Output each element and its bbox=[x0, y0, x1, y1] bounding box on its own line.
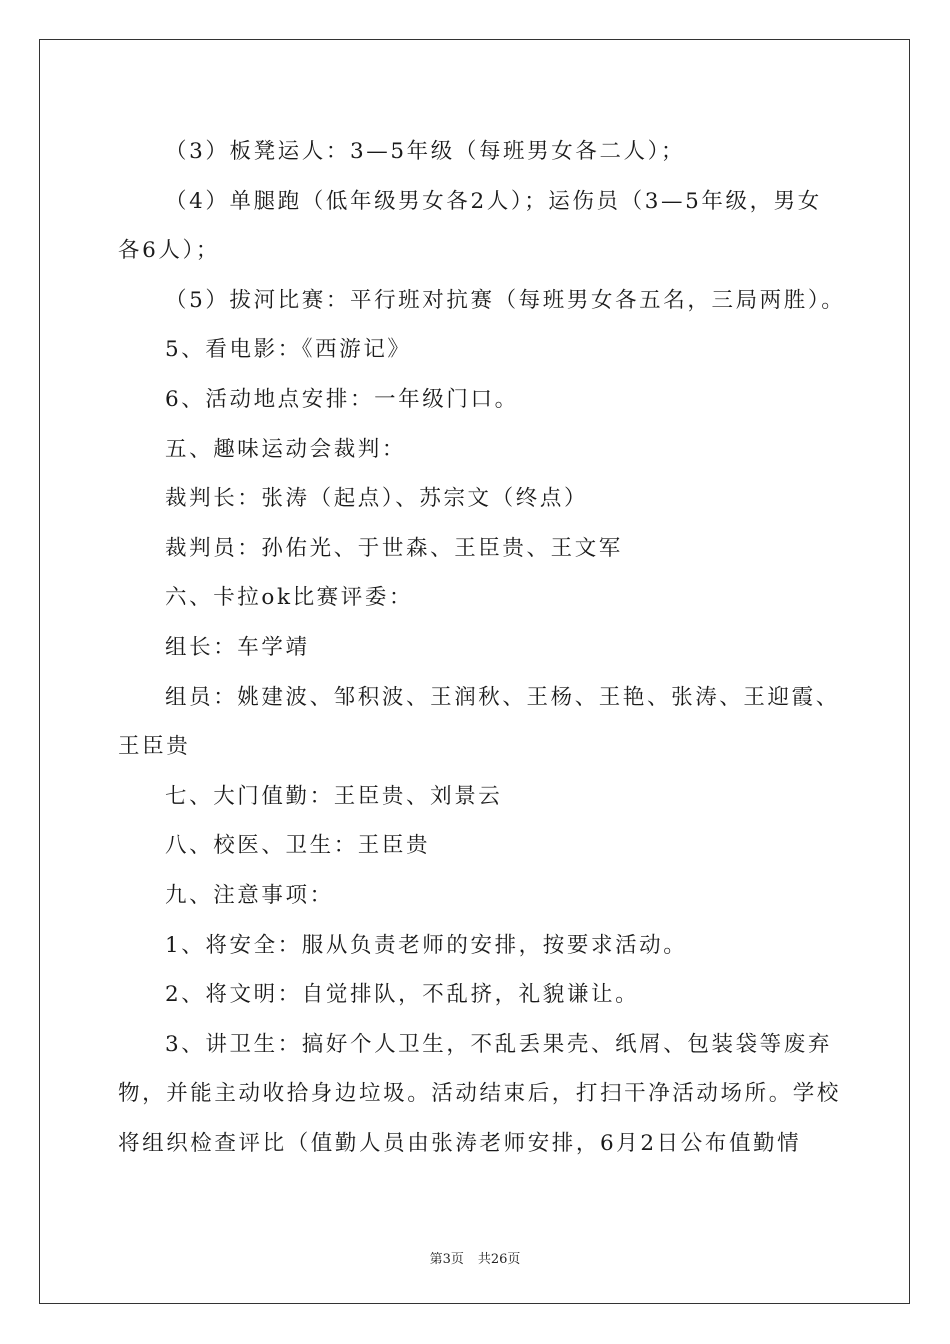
paragraph-line: 各6人）； bbox=[118, 238, 220, 264]
paragraph-line: 6、活动地点安排：一年级门口。 bbox=[165, 386, 519, 412]
paragraph-line: 王臣贵 bbox=[118, 734, 191, 760]
page-number: 第3页 bbox=[429, 1252, 464, 1267]
section-heading: 八、校医、卫生：王臣贵 bbox=[165, 833, 431, 859]
paragraph-line: 裁判长：张涛（起点）、苏宗文（终点） bbox=[165, 486, 589, 512]
paragraph-line: （3）板凳运人：3—5年级（每班男女各二人）； bbox=[165, 139, 686, 164]
paragraph-line: 1、将安全：服从负责老师的安排，按要求活动。 bbox=[165, 932, 688, 958]
section-heading: 六、卡拉ok比赛评委： bbox=[165, 585, 414, 611]
paragraph-line: 物，并能主动收拾身边垃圾。活动结束后，打扫干净活动场所。学校 bbox=[118, 1081, 842, 1107]
section-heading: 七、大门值勤：王臣贵、刘景云 bbox=[165, 783, 503, 809]
page-footer bbox=[0, 1248, 950, 1267]
document-body bbox=[118, 127, 846, 1168]
paragraph-line: 将组织检查评比（值勤人员由张涛老师安排，6月2日公布值勤情 bbox=[118, 1130, 802, 1156]
paragraph-line: 组长：车学靖 bbox=[165, 634, 310, 660]
section-heading: 九、注意事项： bbox=[165, 882, 334, 908]
paragraph-line: 5、看电影：《西游记》 bbox=[165, 337, 412, 363]
paragraph-line: （4）单腿跑（低年级男女各2人）；运伤员（3—5年级，男女 bbox=[165, 188, 822, 214]
paragraph-line: （5）拔河比赛：平行班对抗赛（每班男女各五名，三局两胜）。 bbox=[165, 287, 846, 313]
page-total: 共26页 bbox=[477, 1252, 521, 1267]
section-heading: 五、趣味运动会裁判： bbox=[165, 436, 407, 462]
paragraph-line: 裁判员：孙佑光、于世森、王臣贵、王文军 bbox=[165, 535, 623, 561]
paragraph-line: 3、讲卫生：搞好个人卫生，不乱丢果壳、纸屑、包装袋等废弃 bbox=[165, 1031, 832, 1057]
paragraph-line: 2、将文明：自觉排队，不乱挤，礼貌谦让。 bbox=[165, 982, 640, 1008]
paragraph-line: 组员：姚建波、邹积波、王润秋、王杨、王艳、张涛、王迎霞、 bbox=[165, 684, 840, 710]
